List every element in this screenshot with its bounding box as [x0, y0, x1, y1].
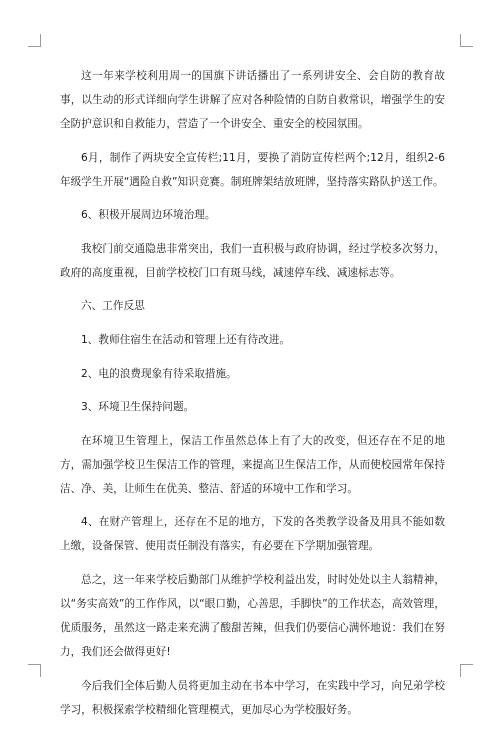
document-body — [60, 64, 445, 731]
paragraph-item-4: 4、在财产管理上，还存在不足的地方，下发的各类教学设备及用具不能如数上缴，设备保管、使用责任制没有落实，有必要在下学期加强管理。 — [60, 516, 445, 553]
crop-mark-bottom-right — [460, 664, 473, 677]
paragraph-item-3: 3、环境卫生保持问题。 — [81, 401, 195, 414]
paragraph-outlook: 今后我们全体后勤人员将更加主动在书本中学习，在实践中学习，向兄弟学校学习，积极探索学校精细化管理模式，更加尽心为学校服好务。 — [60, 679, 445, 716]
paragraph-hygiene: 在环境卫生管理上，保洁工作虽然总体上有了大的改变，但还存在不足的地方，需加强学校卫生保洁工作的管理，来提高卫生保洁工作，从而使校园常年保持洁、净、美，让师生在优美、整洁、舒适的环境中工作和学习。 — [60, 434, 445, 495]
crop-mark-top-left — [28, 34, 41, 47]
crop-mark-top-right — [460, 34, 473, 47]
paragraph-traffic-safety: 我校门前交通隐患非常突出，我们一直积极与政府协调，经过学校多次努力，政府的高度重视，目前学校校门口有斑马线，减速停车线、减速标志等。 — [60, 242, 445, 279]
paragraph-heading-environment: 6、积极开展周边环境治理。 — [81, 209, 216, 222]
paragraph-item-1: 1、教师住宿生在活动和管理上还有待改进。 — [81, 333, 291, 346]
crop-mark-bottom-left — [28, 664, 41, 677]
paragraph-publicity-boards: 6月，制作了两块安全宣传栏;11月，要换了消防宣传栏两个;12月，组织2-6年级学生开展“遇险自救”知识竞赛。制班牌架结放班牌，坚持落实路队护送工作。 — [60, 151, 445, 188]
section-heading-reflection: 六、工作反思 — [81, 300, 145, 313]
paragraph-summary: 总之，这一年来学校后勤部门从维护学校利益出发，时时处处以主人翁精神，以“务实高效”的工作作风，以“眼口勤，心善思，手脚快”的工作状态，高效管理，优质服务，虽然这一路走来充满了酸甜苦辣，但我们仍要信心满怀地说：我们在努力，我们还会做得更好! — [60, 573, 445, 658]
paragraph-safety-education: 这一年来学校利用周一的国旗下讲话播出了一系列讲安全、会自防的教育故事，以生动的形式详细向学生讲解了应对各种险情的自防自救常识，增强学生的安全防护意识和自救能力，营造了一个讲安全、重安全的校园氛围。 — [60, 70, 445, 130]
paragraph-item-2: 2、电的浪费现象有待采取措施。 — [81, 367, 237, 380]
